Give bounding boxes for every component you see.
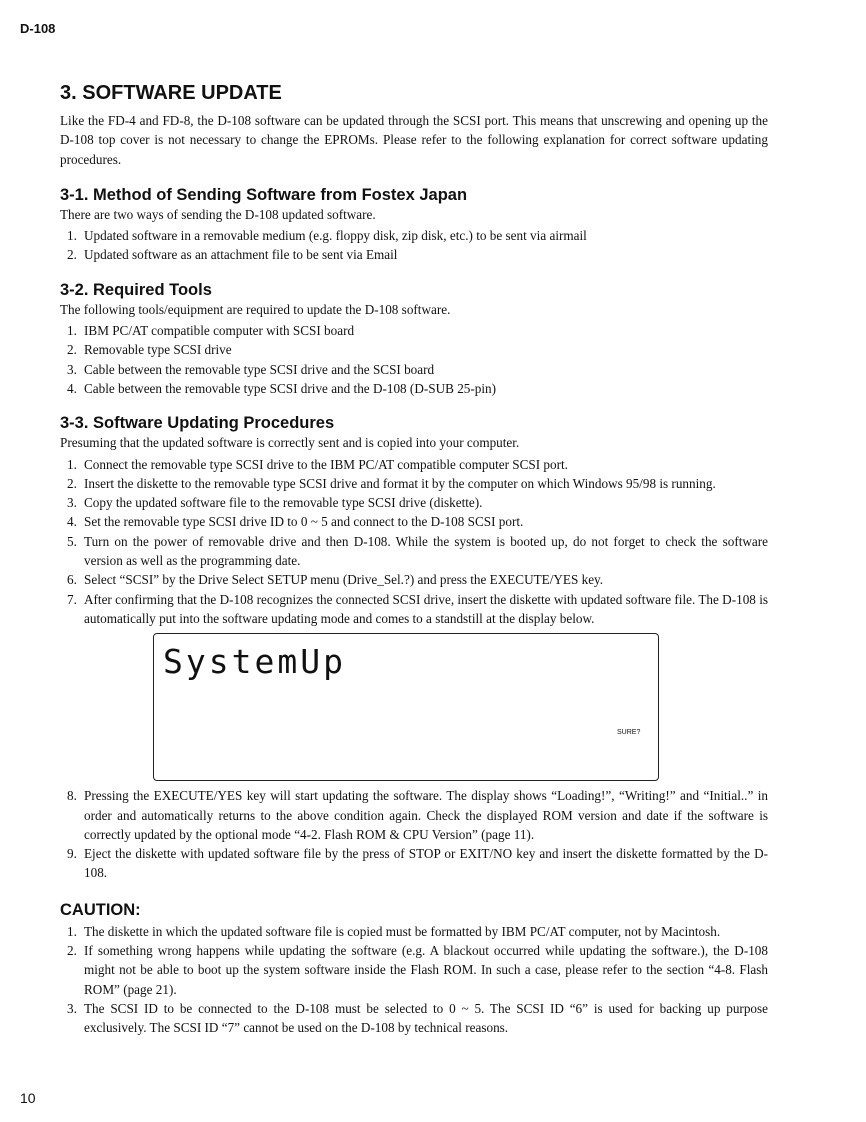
list-item xyxy=(60,321,768,340)
list-item xyxy=(60,226,768,245)
list-number: 9. xyxy=(67,846,77,862)
list-text: Cable between the removable type SCSI drive and the D-108 (D-SUB 25-pin) xyxy=(84,380,497,396)
list-text: Select “SCSI” by the Drive Select SETUP menu (Drive_Sel.?) and press the EXECUTE/YES key. xyxy=(84,572,604,588)
list-number: 1. xyxy=(67,456,77,472)
list-text: The SCSI ID to be connected to the D-108 must be selected to 0 ~ 5. The SCSI ID “6” is used for backing up purpose exclusively. The SCSI ID “7” cannot be used on the D-108 by technical reasons. xyxy=(84,1000,768,1036)
list-item xyxy=(60,474,768,493)
section-required-tools xyxy=(60,280,768,398)
list-item xyxy=(60,786,768,844)
list-text: Set the removable type SCSI drive ID to 0 ~ 5 and connect to the D-108 SCSI port. xyxy=(84,514,524,530)
list-item xyxy=(60,360,768,379)
list-text: Insert the diskette to the removable type SCSI drive and format it by the computer on which Windows 95/98 is running. xyxy=(84,475,716,491)
list-item xyxy=(60,340,768,359)
section-intro: Presuming that the updated software is correctly sent and is copied into your computer. xyxy=(60,435,520,451)
list-text: Cable between the removable type SCSI drive and the SCSI board xyxy=(84,361,435,377)
numbered-list xyxy=(60,226,768,265)
list-text: Connect the removable type SCSI drive to the IBM PC/AT compatible computer SCSI port. xyxy=(84,456,568,472)
list-number: 2. xyxy=(67,342,77,358)
list-item xyxy=(60,493,768,512)
list-number: 1. xyxy=(67,323,77,339)
lcd-sub-text: SURE? xyxy=(617,729,641,737)
list-item xyxy=(60,999,768,1038)
list-number: 1. xyxy=(67,228,77,244)
list-item xyxy=(60,570,768,589)
list-text: Pressing the EXECUTE/YES key will start updating the software. The display shows “Loading!”, “Writing!” and “Initial..” in order and automatically returns to the above condition again. Check the displayed ROM version and date if the software is correctly updated by the optional mode “4-2. Flash ROM & CPU Version” (page 11). xyxy=(84,788,768,842)
list-number: 3. xyxy=(67,361,77,377)
list-number: 5. xyxy=(67,533,77,549)
list-item xyxy=(60,922,768,941)
list-item xyxy=(60,532,768,571)
section-heading: 3-2. Required Tools xyxy=(60,280,212,299)
page-content xyxy=(60,80,768,1038)
list-text: If something wrong happens while updating the software (e.g. A blackout occurred while updating the software.), the D-108 might not be able to boot up the system software inside the Flash ROM. In such a case, please refer to the section “4-8. Flash ROM” (page 21). xyxy=(84,943,768,997)
list-text: Removable type SCSI drive xyxy=(84,342,232,358)
list-number: 3. xyxy=(67,1000,77,1016)
list-number: 1. xyxy=(67,923,77,939)
list-item xyxy=(60,590,768,629)
list-text: Turn on the power of removable drive and then D-108. While the system is booted up, do not forget to check the software version as well as the programming date. xyxy=(84,533,768,569)
list-item xyxy=(60,512,768,531)
lcd-display xyxy=(153,633,659,781)
section-updating-procedures xyxy=(60,413,768,882)
list-text: Eject the diskette with updated software file by the press of STOP or EXIT/NO key and insert the diskette formatted by the D-108. xyxy=(84,846,768,881)
numbered-list xyxy=(60,922,768,1038)
list-item xyxy=(60,844,768,883)
list-text: After confirming that the D-108 recognizes the connected SCSI drive, insert the diskette with updated software file. The D-108 is automatically put into the software updating mode and comes to a standstill at the display below. xyxy=(84,591,768,626)
list-number: 2. xyxy=(67,943,77,959)
list-number: 4. xyxy=(67,514,77,530)
section-sending-software xyxy=(60,185,768,265)
list-number: 4. xyxy=(67,380,77,396)
list-text: IBM PC/AT compatible computer with SCSI board xyxy=(84,323,355,339)
lcd-main-text: SystemUp xyxy=(163,642,346,682)
list-item xyxy=(60,941,768,999)
list-text: Updated software as an attachment file to be sent via Email xyxy=(84,247,398,263)
page-title: 3. SOFTWARE UPDATE xyxy=(60,82,282,104)
list-item xyxy=(60,379,768,398)
list-text: The diskette in which the updated software file is copied must be formatted by IBM PC/AT computer, not by Macintosh. xyxy=(84,923,721,939)
list-text: Copy the updated software file to the removable type SCSI drive (diskette). xyxy=(84,495,483,511)
list-item xyxy=(60,455,768,474)
page-number: 10 xyxy=(20,1090,36,1106)
list-number: 7. xyxy=(67,591,77,607)
header-model-code: D-108 xyxy=(20,21,56,36)
section-heading: 3-3. Software Updating Procedures xyxy=(60,414,335,433)
numbered-list-continued xyxy=(60,786,768,882)
list-number: 6. xyxy=(67,572,77,588)
list-number: 2. xyxy=(67,475,77,491)
list-number: 3. xyxy=(67,495,77,511)
list-number: 2. xyxy=(67,247,77,263)
numbered-list xyxy=(60,321,768,398)
numbered-list xyxy=(60,455,768,629)
list-number: 8. xyxy=(67,788,77,804)
section-caution xyxy=(60,900,768,1038)
section-intro: There are two ways of sending the D-108 updated software. xyxy=(60,206,376,222)
section-heading: 3-1. Method of Sending Software from Fostex Japan xyxy=(60,185,468,204)
caution-heading: CAUTION: xyxy=(60,900,141,919)
list-item xyxy=(60,245,768,264)
section-intro: The following tools/equipment are required to update the D-108 software. xyxy=(60,301,451,317)
intro-paragraph: Like the FD-4 and FD-8, the D-108 software can be updated through the SCSI port. This means that unscrewing and opening up the D-108 top cover is not necessary to change the EPROMs. Please refer to the following explanation for correct software updating procedures. xyxy=(60,113,768,167)
list-text: Updated software in a removable medium (e.g. floppy disk, zip disk, etc.) to be sent via airmail xyxy=(84,228,587,244)
